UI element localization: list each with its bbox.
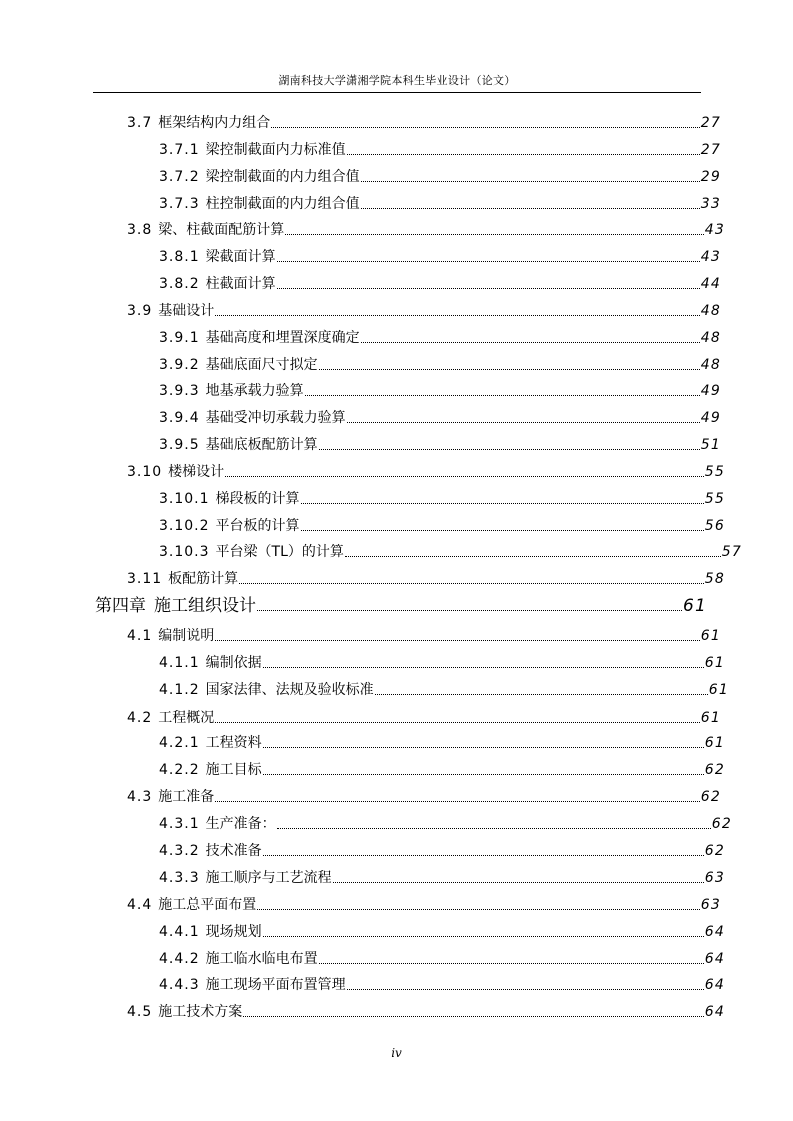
toc-number: 4.2.1 — [159, 735, 200, 751]
toc-number: 3.10.3 — [159, 544, 210, 560]
toc-entry-4-3[interactable] — [127, 787, 721, 807]
toc-page-number: 61 — [700, 710, 721, 726]
dot-leader — [239, 583, 704, 584]
toc-page-number: 63 — [704, 870, 725, 886]
dot-leader — [277, 288, 700, 289]
dot-leader — [301, 503, 704, 504]
toc-number: 3.8.1 — [159, 249, 200, 265]
dot-leader — [347, 154, 700, 155]
toc-number: 第四章 — [95, 596, 146, 616]
toc-number: 4.3 — [127, 789, 153, 805]
toc-entry-3-9[interactable] — [127, 301, 721, 321]
dot-leader — [301, 530, 704, 531]
toc-number: 4.3.3 — [159, 870, 200, 886]
dot-leader — [361, 181, 700, 182]
toc-title: 梁控制截面的内力组合值 — [205, 169, 360, 185]
dot-leader — [319, 449, 700, 450]
toc-title: 基础底板配筋计算 — [205, 437, 318, 453]
toc-entry-4-4[interactable] — [127, 895, 721, 915]
toc-number: 4.4.3 — [159, 977, 200, 993]
toc-entry-3-9-4[interactable] — [159, 408, 721, 428]
toc-title: 梁控制截面内力标准值 — [205, 142, 346, 158]
dot-leader — [319, 369, 700, 370]
dot-leader — [243, 1016, 704, 1017]
dot-leader — [347, 989, 704, 990]
toc-title: 基础设计 — [158, 303, 215, 319]
dot-leader — [277, 261, 700, 262]
toc-entry-3-8-2[interactable] — [159, 274, 721, 294]
toc-page-number: 29 — [700, 169, 721, 185]
toc-title: 工程资料 — [205, 735, 262, 751]
toc-number: 3.11 — [127, 571, 163, 587]
toc-title: 地基承载力验算 — [205, 383, 304, 399]
toc-number: 4.1 — [127, 628, 153, 644]
dot-leader — [285, 234, 704, 235]
toc-title: 平台梁（TL）的计算 — [215, 544, 344, 560]
toc-title: 基础底面尺寸拟定 — [205, 357, 318, 373]
dot-leader — [361, 342, 700, 343]
dot-leader — [305, 395, 700, 396]
toc-number: 4.1.2 — [159, 682, 200, 698]
toc-number: 3.10 — [127, 464, 163, 480]
toc-page-number: 49 — [700, 410, 721, 426]
toc-page-number: 61 — [682, 596, 707, 616]
toc-entry-4-1-1[interactable] — [159, 653, 725, 673]
toc-title: 国家法律、法规及验收标准 — [205, 682, 374, 698]
toc-entry-3-10[interactable] — [127, 462, 725, 482]
toc-page-number: 51 — [700, 437, 721, 453]
toc-title: 工程概况 — [158, 710, 215, 726]
dot-leader — [361, 208, 700, 209]
dot-leader — [333, 882, 704, 883]
toc-title: 施工现场平面布置管理 — [205, 977, 346, 993]
toc-page-number: 48 — [700, 357, 721, 373]
toc-page-number: 33 — [700, 196, 721, 212]
toc-title: 施工临水临电布置 — [205, 951, 318, 967]
dot-leader — [263, 936, 704, 937]
toc-entry-3-7-3[interactable] — [159, 194, 721, 214]
toc-page-number: 62 — [700, 789, 721, 805]
toc-number: 3.9.1 — [159, 330, 200, 346]
toc-title: 基础受冲切承载力验算 — [205, 410, 346, 426]
toc-number: 4.4 — [127, 897, 153, 913]
toc-number: 3.8 — [127, 222, 153, 238]
toc-page-number: 62 — [711, 816, 732, 832]
toc-number: 3.7.1 — [159, 142, 200, 158]
toc-number: 3.9.3 — [159, 383, 200, 399]
toc-number: 3.7 — [127, 115, 153, 131]
toc-page-number: 64 — [704, 951, 725, 967]
toc-entry-3-8-1[interactable] — [159, 247, 721, 267]
toc-page-number: 63 — [700, 897, 721, 913]
toc-entry-3-8[interactable] — [127, 220, 725, 240]
toc-title: 现场规划 — [205, 924, 262, 940]
toc-entry-4-3-2[interactable] — [159, 841, 725, 861]
toc-number: 3.9.4 — [159, 410, 200, 426]
toc-entry-4-1-2[interactable] — [159, 680, 729, 700]
toc-page-number: 48 — [700, 303, 721, 319]
toc-entry-4-2[interactable] — [127, 708, 721, 728]
dot-leader — [277, 828, 711, 829]
toc-entry-3-11[interactable] — [127, 569, 725, 589]
toc-entry-4-3-1[interactable] — [159, 814, 732, 834]
toc-entry-4-1[interactable] — [127, 626, 721, 646]
dot-leader — [215, 722, 700, 723]
toc-entry-3-7-2[interactable] — [159, 167, 721, 187]
toc-title: 梁截面计算 — [205, 249, 276, 265]
toc-title: 施工准备 — [158, 789, 215, 805]
toc-entry-3-10-1[interactable] — [159, 489, 725, 509]
toc-page-number: 62 — [704, 762, 725, 778]
toc-title: 楼梯设计 — [168, 464, 225, 480]
dot-leader — [215, 640, 700, 641]
toc-title: 编制依据 — [205, 655, 262, 671]
toc-entry-3-9-1[interactable] — [159, 328, 721, 348]
toc-number: 4.5 — [127, 1004, 153, 1020]
toc-title: 施工总平面布置 — [158, 897, 257, 913]
toc-title: 施工目标 — [205, 762, 262, 778]
toc-entry-4-4-2[interactable] — [159, 949, 725, 969]
toc-page-number: 55 — [704, 491, 725, 507]
toc-page-number: 58 — [704, 571, 725, 587]
toc-page-number: 56 — [704, 518, 725, 534]
toc-title: 梁、柱截面配筋计算 — [158, 222, 285, 238]
toc-entry-3-10-2[interactable] — [159, 516, 725, 536]
toc-title: 施工顺序与工艺流程 — [205, 870, 332, 886]
toc-page-number: 64 — [704, 1004, 725, 1020]
toc-page-number: 27 — [700, 115, 721, 131]
toc-number: 4.1.1 — [159, 655, 200, 671]
dot-leader — [375, 694, 708, 695]
toc-number: 4.4.1 — [159, 924, 200, 940]
dot-leader — [257, 610, 682, 611]
toc-page-number: 61 — [708, 682, 729, 698]
toc-entry-3-10-3[interactable] — [159, 542, 742, 562]
toc-entry-4-5[interactable] — [127, 1002, 725, 1022]
toc-number: 3.7.3 — [159, 196, 200, 212]
toc-number: 4.2.2 — [159, 762, 200, 778]
toc-entry-3-9-3[interactable] — [159, 381, 721, 401]
dot-leader — [345, 556, 721, 557]
toc-title: 柱截面计算 — [205, 276, 276, 292]
toc-number: 3.9.2 — [159, 357, 200, 373]
dot-leader — [347, 422, 700, 423]
dot-leader — [257, 909, 700, 910]
toc-page-number: 48 — [700, 330, 721, 346]
toc-number: 4.4.2 — [159, 951, 200, 967]
dot-leader — [271, 127, 700, 128]
toc-page-number: 27 — [700, 142, 721, 158]
dot-leader — [263, 667, 704, 668]
toc-title: 生产准备： — [205, 816, 276, 832]
toc-entry-3-9-2[interactable] — [159, 355, 721, 375]
toc-number: 3.8.2 — [159, 276, 200, 292]
toc-entry-3-7-1[interactable] — [159, 140, 721, 160]
toc-title: 板配筋计算 — [168, 571, 239, 587]
toc-entry-4-4-1[interactable] — [159, 922, 725, 942]
toc-page-number: 64 — [704, 924, 725, 940]
toc-title: 框架结构内力组合 — [158, 115, 271, 131]
toc-entry-4-2-2[interactable] — [159, 760, 725, 780]
toc-page-number: 61 — [704, 735, 725, 751]
toc-page-number: 49 — [700, 383, 721, 399]
toc-page-number: 44 — [700, 276, 721, 292]
dot-leader — [263, 774, 704, 775]
toc-number: 3.10.1 — [159, 491, 210, 507]
toc-page-number: 43 — [700, 249, 721, 265]
toc-number: 3.9 — [127, 303, 153, 319]
toc-title: 技术准备 — [205, 843, 262, 859]
toc-entry-4-4-3[interactable] — [159, 975, 725, 995]
toc-title: 施工组织设计 — [154, 596, 256, 616]
toc-page-number: 61 — [704, 655, 725, 671]
toc-number: 4.3.1 — [159, 816, 200, 832]
dot-leader — [215, 315, 700, 316]
toc-entry-3-9-5[interactable] — [159, 435, 721, 455]
toc-entry-3-7[interactable] — [127, 113, 721, 133]
toc-number: 3.9.5 — [159, 437, 200, 453]
page-header: 湖南科技大学潇湘学院本科生毕业设计（论文） — [278, 74, 516, 87]
toc-title: 基础高度和埋置深度确定 — [205, 330, 360, 346]
toc-number: 3.7.2 — [159, 169, 200, 185]
dot-leader — [263, 855, 704, 856]
dot-leader — [215, 801, 700, 802]
dot-leader — [225, 476, 704, 477]
toc-entry-chapter-4[interactable] — [95, 596, 707, 616]
toc-page-number: 62 — [704, 843, 725, 859]
dot-leader — [319, 963, 704, 964]
toc-page-number: 64 — [704, 977, 725, 993]
toc-entry-4-2-1[interactable] — [159, 733, 725, 753]
toc-entry-4-3-3[interactable] — [159, 868, 725, 888]
toc-number: 4.3.2 — [159, 843, 200, 859]
toc-page-number: 43 — [704, 222, 725, 238]
toc-page-number: 55 — [704, 464, 725, 480]
toc-title: 编制说明 — [158, 628, 215, 644]
toc-number: 3.10.2 — [159, 518, 210, 534]
toc-title: 柱控制截面的内力组合值 — [205, 196, 360, 212]
toc-page-number: 61 — [700, 628, 721, 644]
toc-number: 4.2 — [127, 710, 153, 726]
toc-title: 施工技术方案 — [158, 1004, 243, 1020]
dot-leader — [263, 747, 704, 748]
toc-title: 平台板的计算 — [215, 518, 300, 534]
toc-title: 梯段板的计算 — [215, 491, 300, 507]
page-number: iv — [391, 1046, 402, 1060]
toc-page-number: 57 — [721, 544, 742, 560]
